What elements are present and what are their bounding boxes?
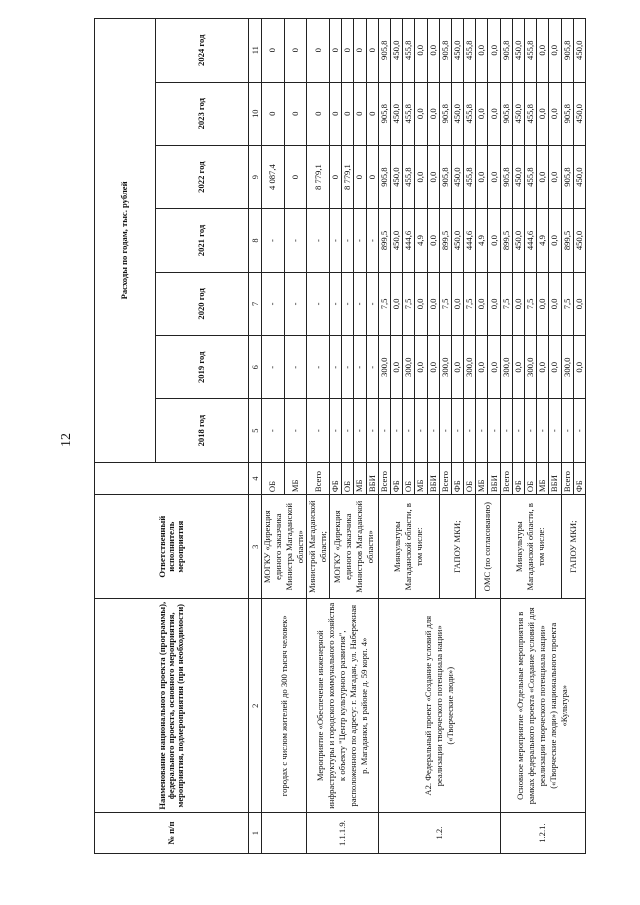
expense-value: - (366, 399, 378, 462)
expense-value: - (403, 399, 415, 462)
expense-value: 450,0 (573, 19, 585, 83)
column-index-cell: 8 (249, 209, 262, 272)
expense-value: 0,0 (415, 336, 427, 399)
expense-value: 7,5 (464, 272, 476, 335)
expense-value: - (330, 336, 342, 399)
expense-value: 0,0 (537, 19, 549, 83)
expense-value: 0 (330, 19, 342, 83)
funding-source: Всего (378, 462, 390, 494)
expense-value: 0 (330, 145, 342, 208)
expense-value: 0,0 (415, 272, 427, 335)
expense-value: 300,0 (378, 336, 390, 399)
header-year: 2024 год (156, 19, 249, 83)
expense-value: - (366, 336, 378, 399)
column-index-cell: 11 (249, 19, 262, 83)
expense-value: 0,0 (549, 209, 561, 272)
table-row (307, 19, 330, 854)
expense-value: - (500, 399, 512, 462)
expense-value: 300,0 (561, 336, 573, 399)
section-number: 1.2. (378, 813, 500, 854)
expense-value: 450,0 (390, 19, 402, 83)
expense-value: - (439, 399, 451, 462)
expense-value: - (284, 272, 307, 335)
expense-value: - (390, 399, 402, 462)
expense-value: 450,0 (451, 82, 463, 145)
expense-value: 0,0 (488, 336, 500, 399)
expense-value: 0 (307, 82, 330, 145)
expense-value: 0,0 (537, 145, 549, 208)
expense-value: 0,0 (512, 336, 524, 399)
expense-value: 0,0 (451, 272, 463, 335)
expenses-table (94, 18, 586, 854)
expense-value: 8 779,1 (307, 145, 330, 208)
expense-value: 4,9 (537, 209, 549, 272)
column-index-cell: 5 (249, 399, 262, 462)
expense-value: 300,0 (525, 336, 537, 399)
expense-value: 450,0 (390, 145, 402, 208)
expense-value: 0,0 (549, 82, 561, 145)
expense-value: 455,8 (525, 82, 537, 145)
expense-value: - (262, 336, 285, 399)
funding-source: Всего (500, 462, 512, 494)
section-number: 1.1.1.9. (307, 813, 379, 854)
header-year: 2020 год (156, 272, 249, 335)
expense-value: 905,8 (561, 145, 573, 208)
expense-value: 444,6 (403, 209, 415, 272)
expense-value: - (307, 209, 330, 272)
expense-value: 0,0 (476, 272, 488, 335)
expense-value: - (284, 336, 307, 399)
funding-source: ОБ (262, 462, 285, 494)
responsible-executor: Минкультуры Магаданской области, в том числе: (500, 495, 561, 599)
funding-source: ВБИ (427, 462, 439, 494)
expense-value: 4 087,4 (262, 145, 285, 208)
expense-value: 0,0 (427, 145, 439, 208)
expense-value: 0,0 (573, 272, 585, 335)
expense-value: 899,5 (439, 209, 451, 272)
expense-value: 0,0 (488, 19, 500, 83)
page-number: 12 (59, 433, 74, 447)
expense-value: - (342, 399, 354, 462)
expense-value: 450,0 (573, 145, 585, 208)
expense-value: 899,5 (561, 209, 573, 272)
expense-value: - (307, 272, 330, 335)
expense-value: 455,8 (525, 145, 537, 208)
expense-value: - (537, 399, 549, 462)
expense-value: 0 (366, 145, 378, 208)
expense-value: 0 (366, 82, 378, 145)
expense-value: 0,0 (451, 336, 463, 399)
expense-value: 0,0 (488, 272, 500, 335)
header-num: № п/п (95, 813, 249, 854)
expense-value: - (342, 336, 354, 399)
header-year: 2019 год (156, 336, 249, 399)
expense-value: 0 (284, 145, 307, 208)
expense-value: 0,0 (427, 209, 439, 272)
expense-value: - (451, 399, 463, 462)
column-index-cell: 6 (249, 336, 262, 399)
expense-value: 0 (284, 82, 307, 145)
header-year: 2018 год (156, 399, 249, 462)
expense-value: 455,8 (403, 82, 415, 145)
column-index-cell: 3 (249, 495, 262, 599)
expense-value: 4,9 (415, 209, 427, 272)
column-index-cell: 1 (249, 813, 262, 854)
expense-value: 0,0 (476, 145, 488, 208)
expense-value: 905,8 (500, 82, 512, 145)
responsible-executor: ГАПОУ МКИ; (439, 495, 476, 599)
expense-value: 905,8 (439, 82, 451, 145)
expense-value: 905,8 (378, 82, 390, 145)
expense-value: 7,5 (525, 272, 537, 335)
column-index-cell: 2 (249, 599, 262, 813)
expense-value: 0 (366, 19, 378, 83)
expense-value: - (354, 399, 366, 462)
expense-value: - (307, 336, 330, 399)
expense-value: 450,0 (512, 82, 524, 145)
column-index-row (249, 19, 262, 854)
expense-value: - (573, 399, 585, 462)
expense-value: 0,0 (537, 82, 549, 145)
funding-source: ФБ (390, 462, 402, 494)
expense-value: 450,0 (573, 209, 585, 272)
expense-value: 455,8 (464, 145, 476, 208)
expense-value: 0,0 (549, 272, 561, 335)
expense-value: 455,8 (464, 82, 476, 145)
expense-value: 0,0 (549, 19, 561, 83)
responsible-executor: ГАПОУ МКИ; (561, 495, 585, 599)
expense-value: 0,0 (512, 272, 524, 335)
expense-value: - (342, 209, 354, 272)
expense-value: - (342, 272, 354, 335)
column-index-cell: 7 (249, 272, 262, 335)
section-name: А2. Федеральный проект «Создание условий для реализации творческого потенциала нации» («Творческие люди») (378, 599, 500, 813)
funding-source: Всего (307, 462, 330, 494)
expense-value: - (427, 399, 439, 462)
expense-value: 0,0 (427, 336, 439, 399)
table-row (500, 19, 512, 854)
section-number: 1.2.1. (500, 813, 585, 854)
expense-value: 0,0 (488, 209, 500, 272)
column-index-cell: 9 (249, 145, 262, 208)
expense-value: 0,0 (415, 82, 427, 145)
expense-value: 7,5 (561, 272, 573, 335)
expense-value: 455,8 (525, 19, 537, 83)
expense-value: - (307, 399, 330, 462)
header-year: 2021 год (156, 209, 249, 272)
expense-value: 905,8 (378, 19, 390, 83)
funding-source: ФБ (451, 462, 463, 494)
expense-value: 0 (354, 19, 366, 83)
expense-value: - (262, 209, 285, 272)
expense-value: 444,6 (525, 209, 537, 272)
expense-value: 0,0 (390, 336, 402, 399)
expense-value: 0,0 (427, 82, 439, 145)
funding-source: ФБ (512, 462, 524, 494)
expense-value: 450,0 (390, 82, 402, 145)
section-name: Основное мероприятие «Отдельные мероприятия в рамках федерального проекта «Создание условий для реализации творческого потенциала нации» («Творческие люди») национального проекта «Культура» (500, 599, 585, 813)
responsible-executor: МОГКУ «Дирекция единого заказчика Министра Магаданской области» (262, 495, 307, 599)
expense-value: 450,0 (573, 82, 585, 145)
expense-value: 8 779,1 (342, 145, 354, 208)
expense-value: - (284, 209, 307, 272)
funding-source: ВБИ (366, 462, 378, 494)
funding-source: Всего (439, 462, 451, 494)
expense-value: 905,8 (378, 145, 390, 208)
expense-value: 905,8 (561, 82, 573, 145)
responsible-executor: ОМС (по согласованию) (476, 495, 500, 599)
expense-value: 455,8 (403, 19, 415, 83)
expense-value: 450,0 (451, 209, 463, 272)
funding-source: ФБ (573, 462, 585, 494)
expense-value: - (366, 272, 378, 335)
expense-value: 300,0 (439, 336, 451, 399)
expense-value: - (549, 399, 561, 462)
responsible-executor: Минкультуры Магаданской области, в том числе: (378, 495, 439, 599)
table-row (262, 19, 285, 854)
expense-value: 450,0 (390, 209, 402, 272)
expense-value: 0,0 (415, 145, 427, 208)
funding-source: МБ (476, 462, 488, 494)
expense-value: - (262, 399, 285, 462)
expense-value: 0,0 (476, 19, 488, 83)
expense-value: - (512, 399, 524, 462)
expense-value: 905,8 (561, 19, 573, 83)
expense-value: 0 (262, 82, 285, 145)
header-responsible: Ответственный исполнитель мероприятия (95, 495, 249, 599)
header-year: 2023 год (156, 82, 249, 145)
expense-value: 0,0 (488, 82, 500, 145)
section-name: городах с числом жителей до 300 тысяч человек» (262, 599, 307, 813)
expense-value: 905,8 (500, 19, 512, 83)
funding-source: ОБ (464, 462, 476, 494)
expense-value: - (366, 209, 378, 272)
section-number (262, 813, 307, 854)
expense-value: 0,0 (537, 272, 549, 335)
expense-value: 905,8 (439, 145, 451, 208)
expense-value: - (284, 399, 307, 462)
table-row (378, 19, 390, 854)
expense-value: 455,8 (403, 145, 415, 208)
column-index-cell: 4 (249, 462, 262, 494)
expense-value: 0,0 (390, 272, 402, 335)
expense-value: - (378, 399, 390, 462)
header-source (95, 462, 249, 494)
header-expenses: Расходы по годам, тыс. рублей (95, 19, 156, 463)
column-index-cell: 10 (249, 82, 262, 145)
funding-source: МБ (284, 462, 307, 494)
funding-source: ВБИ (549, 462, 561, 494)
header-name: Наименование национального проекта (программы), федерального проекта, основного мероприятия, мероприятия, подмероприятия (при необходимости) (95, 599, 249, 813)
expense-value: 7,5 (500, 272, 512, 335)
expense-value: - (262, 272, 285, 335)
expense-value: 300,0 (403, 336, 415, 399)
expense-value: 0,0 (427, 272, 439, 335)
expense-value: - (488, 399, 500, 462)
expense-value: 0 (307, 19, 330, 83)
expense-value: 300,0 (464, 336, 476, 399)
expense-value: 450,0 (451, 145, 463, 208)
header-year: 2022 год (156, 145, 249, 208)
funding-source: МБ (354, 462, 366, 494)
expense-value: - (561, 399, 573, 462)
responsible-executor: МОГКУ «Дирекция единого заказчика Министров Магаданской области» (330, 495, 379, 599)
expense-value: 0 (354, 82, 366, 145)
expense-value: - (464, 399, 476, 462)
table-body (262, 19, 586, 854)
expense-value: - (354, 336, 366, 399)
funding-source: ФБ (330, 462, 342, 494)
funding-source: ОБ (342, 462, 354, 494)
expense-value: 0,0 (488, 145, 500, 208)
expense-value: 899,5 (378, 209, 390, 272)
expense-value: 0 (330, 82, 342, 145)
expense-value: - (354, 272, 366, 335)
expense-value: 899,5 (500, 209, 512, 272)
funding-source: МБ (537, 462, 549, 494)
funding-source: ВБИ (488, 462, 500, 494)
expense-value: 450,0 (512, 209, 524, 272)
rotated-page (94, 18, 606, 854)
expense-value: 444,6 (464, 209, 476, 272)
expense-value: - (330, 272, 342, 335)
expense-value: 0,0 (427, 19, 439, 83)
expense-value: - (330, 399, 342, 462)
expense-value: 0 (342, 82, 354, 145)
expense-value: 0 (354, 145, 366, 208)
expense-value: 7,5 (378, 272, 390, 335)
expense-value: 0,0 (537, 336, 549, 399)
expense-value: - (415, 399, 427, 462)
expense-value: 0,0 (476, 82, 488, 145)
expense-value: - (525, 399, 537, 462)
responsible-executor: Министрой Магаданской области; (307, 495, 330, 599)
funding-source: МБ (415, 462, 427, 494)
expense-value: 7,5 (439, 272, 451, 335)
expense-value: 450,0 (512, 19, 524, 83)
expense-value: 7,5 (403, 272, 415, 335)
expense-value: 300,0 (500, 336, 512, 399)
expense-value: 905,8 (500, 145, 512, 208)
expense-value: 455,8 (464, 19, 476, 83)
expense-value: - (330, 209, 342, 272)
expense-value: 0,0 (549, 145, 561, 208)
expense-value: 450,0 (512, 145, 524, 208)
funding-source: ОБ (525, 462, 537, 494)
expense-value: - (476, 399, 488, 462)
expense-value: - (354, 209, 366, 272)
expense-value: 0,0 (476, 336, 488, 399)
expense-value: 0 (262, 19, 285, 83)
expense-value: 0 (342, 19, 354, 83)
expense-value: 0 (284, 19, 307, 83)
section-name: Мероприятие «Обеспечение инженерной инфраструктуры и городского коммунального хозяйства к объекту "Центр культурного развития", расположенного по адресу: г. Магадан, ул. Набережная р. Магаданки, в районе д. 59 корп. 4» (307, 599, 379, 813)
expense-value: 0,0 (415, 19, 427, 83)
expense-value: 0,0 (549, 336, 561, 399)
funding-source: ОБ (403, 462, 415, 494)
expense-value: 0,0 (573, 336, 585, 399)
funding-source: Всего (561, 462, 573, 494)
expense-value: 4,9 (476, 209, 488, 272)
expense-value: 905,8 (439, 19, 451, 83)
expense-value: 450,0 (451, 19, 463, 83)
